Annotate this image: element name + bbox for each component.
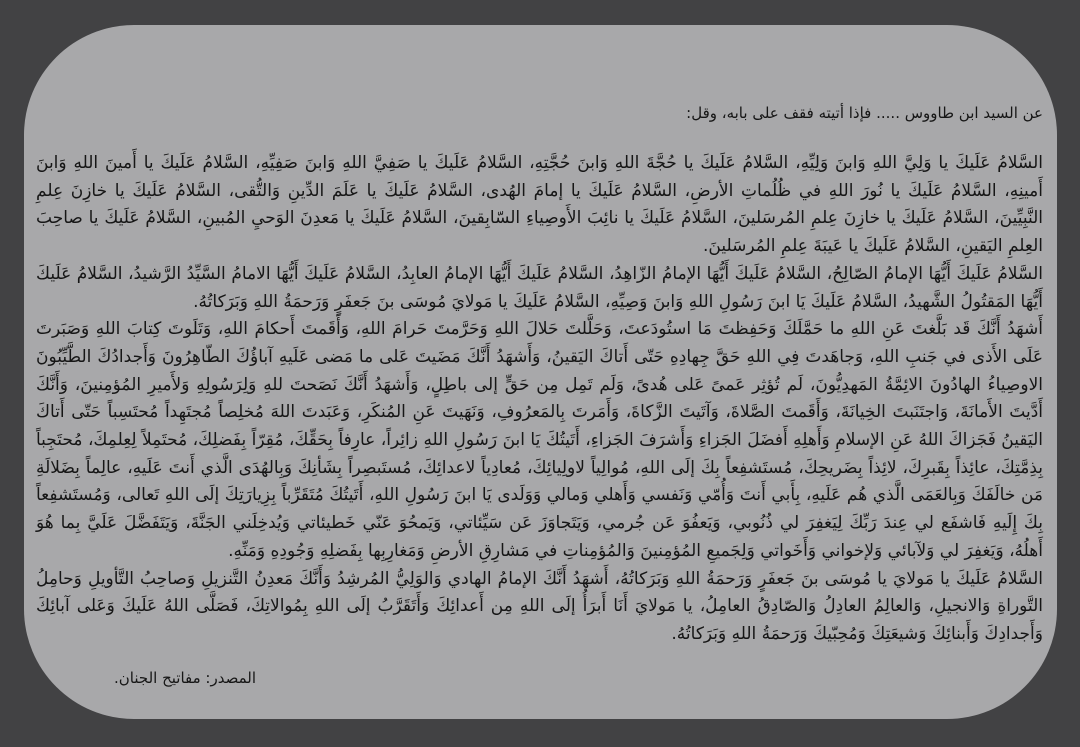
document-card bbox=[24, 25, 1057, 719]
ziyarah-paragraph-3: أَشهَدُ أَنَّكَ قَد بَلَّغتَ عَنِ اللهِ ما حَمَّلَكَ وَحَفِظتَ مَا استُودَعتَ، وَحَلَّلتَ حَلالَ اللهِ وَحَرَّمتَ حَرامَ اللهِ، وَأَقَمتَ أَحكامَ اللهِ، وَتَلَوتَ كِتابَ اللهِ وَصَبَرتَ عَلَى الأَذى في جَنبِ اللهِ، وَجاهَدتَ فِي اللهِ حَقَّ جِهادِهِ حَتّى أَتاكَ اليَقينُ، وَأَشهَدُ أَنَّكَ مَضَيتَ عَلى ما مَضى عَلَيهِ آباؤُكَ الطّاهِرُونَ وَأَجدادُكَ الطَّيِّبُونَ الاوصِياءُ الهادُونَ الائِمَّةُ المَهدِيُّونَ، لَم تُؤثِر عَمىً عَلى هُدىً، وَلَم تَمِل مِن حَقٍّ إلى باطِلٍ، وَأَشهَدُ أَنَّكَ نَصَحتَ للهِ وَلِرَسُولِهِ وَلأَميرِ المُؤمِنينَ، وَأَنَّكَ أَدَّيتَ الأَمانَةَ، وَاجتَنَبتَ الخِيانَةَ، وَأَقَمتَ الصَّلاةَ، وَآتَيتَ الزَّكاةَ، وَأَمَرتَ بِالمَعرُوفِ، وَنَهَيتَ عَنِ المُنكَرِ، وَعَبَدتَ اللهَ مُخلِصاً مُجتَهِداً مُحتَسِباً حَتّى أَتاكَ اليَقينُ فَجَزاكَ اللهُ عَنِ الإسلامِ وَأَهلِهِ أَفضَلَ الجَزاءِ وَأَشرَفَ الجَزاءِ، أَتَيتُكَ يَا ابنَ رَسُولِ اللهِ زائِراً، عارِفاً بِحَقِّكَ، مُقِرّاً بِفَضلِكَ، مُحتَمِلاً لِعِلمِكَ، مُحتَجِباً بِذِمَّتِكَ، عائِذاً بِقَبرِكَ، لائِذاً بِضَريحِكَ، مُستَشفِعاً بِكَ إلَى اللهِ، مُوالِياً لاولِيائِكَ، مُعادِياً لاعدائِكَ، مُستَبصِراً بِشَأنِكَ وَبِالهُدَى الَّذي أَنتَ عَلَيهِ، عالِماً بِضَلالَةِ مَن خالَفَكَ وَبِالعَمَى الَّذي هُم عَلَيهِ، بِأَبي أَنتَ وَأُمّي وَنَفسي وَأَهلي وَمالي وَوَلَدى يَا ابنَ رَسُولِ اللهِ، أَتَيتُكَ مُتَقَرِّباً بِزِيارَتِكَ إلَى اللهِ تَعالى، وَمُستَشفِعاً بِكَ إِلَيهِ فَاشفَع لي عِندَ رَبِّكَ لِيَغفِرَ لي ذُنُوبي، وَيَعفُوَ عَن جُرمي، وَيَتَجاوَزَ عَن سَيِّئاتي، وَيَمحُوَ عَنّي خَطيئاتي وَيُدخِلَني الجَنَّةَ، وَيَتَفَضَّلَ عَلَيَّ بِما هُوَ أَهلُهُ، وَيَغفِرَ لي وَلآبائي وَلإخواني وَأَخَواتي وَلِجَميعِ المُؤمِنينَ وَالمُؤمِناتِ في مَشارِقِ الأرضِ وَمَغارِبِها بِفَضلِهِ وَجُودِهِ وَمَنِّهِ. bbox=[36, 319, 1043, 561]
source-footer: المصدر: مفاتيح الجنان. bbox=[114, 669, 257, 687]
ziyarah-paragraph-2: السَّلامُ عَلَيكَ أَيُّهَا الإمامُ الصّالِحُ، السَّلامُ عَلَيكَ أَيُّهَا الإمامُ الزّاهِدُ، السَّلامُ عَلَيكَ أَيُّهَا الإمامُ العابِدُ، السَّلامُ عَلَيكَ أَيُّهَا الامامُ السَّيِّدُ الرَّشيدُ، السَّلامُ عَلَيكَ أَيُّهَا المَقتُولُ الشَّهيدُ، السَّلامُ عَلَيكَ يَا ابنَ رَسُولِ اللهِ وَابنَ وَصِيِّهِ، السَّلامُ عَلَيكَ يا مَولايَ مُوسَى بنَ جَعفَرٍ وَرَحمَةُ اللهِ وَبَرَكاتُهُ. bbox=[36, 263, 1043, 312]
hadith-source-line: عن السيد ابن طاووس ..... فإذا أتيته فقف على بابه، وقل: bbox=[686, 104, 1043, 122]
ziyarah-paragraph-1: السَّلامُ عَلَيكَ يا وَلِيَّ اللهِ وَابنَ وَلِيِّهِ، السَّلامُ عَلَيكَ يا حُجَّةَ اللهِ وَابنَ حُجَّتِهِ، السَّلامُ عَلَيكَ يا صَفِيَّ اللهِ وَابنَ صَفِيِّهِ، السَّلامُ عَلَيكَ يا أَمينَ اللهِ وَابنَ أَمينِهِ، السَّلامُ عَلَيكَ يا نُورَ اللهِ في ظُلُماتِ الأرضِ، السَّلامُ عَلَيكَ يا إمامَ الهُدى، السَّلامُ عَلَيكَ يا عَلَمَ الدِّينِ وَالتُّقى، السَّلامُ عَلَيكَ يا خازِنَ عِلمِ النَّبِيِّينَ، السَّلامُ عَلَيكَ يا خازِنَ عِلمِ المُرسَلينَ، السَّلامُ عَلَيكَ يا نائِبَ الأَوصِياءِ السّابِقينَ، السَّلامُ عَلَيكَ يا مَعدِنَ الوَحيِ المُبينِ، السَّلامُ عَلَيكَ يا صاحِبَ العِلمِ اليَقينِ، السَّلامُ عَلَيكَ يا عَيبَةَ عِلمِ المُرسَلينَ. bbox=[36, 153, 1043, 257]
ziyarah-paragraph-4: السَّلامُ عَلَيكَ يا مَولايَ يا مُوسَى بنَ جَعفَرٍ وَرَحمَةُ اللهِ وَبَرَكاتُهُ، أَشهَدُ أَنَّكَ الإمامُ الهادي وَالوَلِيُّ المُرشِدُ وَأَنَّكَ مَعدِنُ التَّنزيلِ وَصاحِبُ التَّأويلِ وَحامِلُ التَّوراةِ وَالانجيلِ، وَالعالِمُ العادِلُ وَالصّادِقُ العامِلُ، يا مَولايَ أَنَا أَبرَأُ إلَى اللهِ مِن أَعدائِكَ وَأَتَقَرَّبُ إلَى اللهِ بِمُوالاتِكَ، فَصَلَّى اللهُ عَلَيكَ وَعَلى آبائِكَ وَأَجدادِكَ وَأَبنائِكَ وَشيعَتِكَ وَمُحِبّيكَ وَرَحمَةُ اللهِ وَبَرَكاتُهُ. bbox=[36, 568, 1043, 644]
ziyarah-text bbox=[36, 150, 1043, 649]
